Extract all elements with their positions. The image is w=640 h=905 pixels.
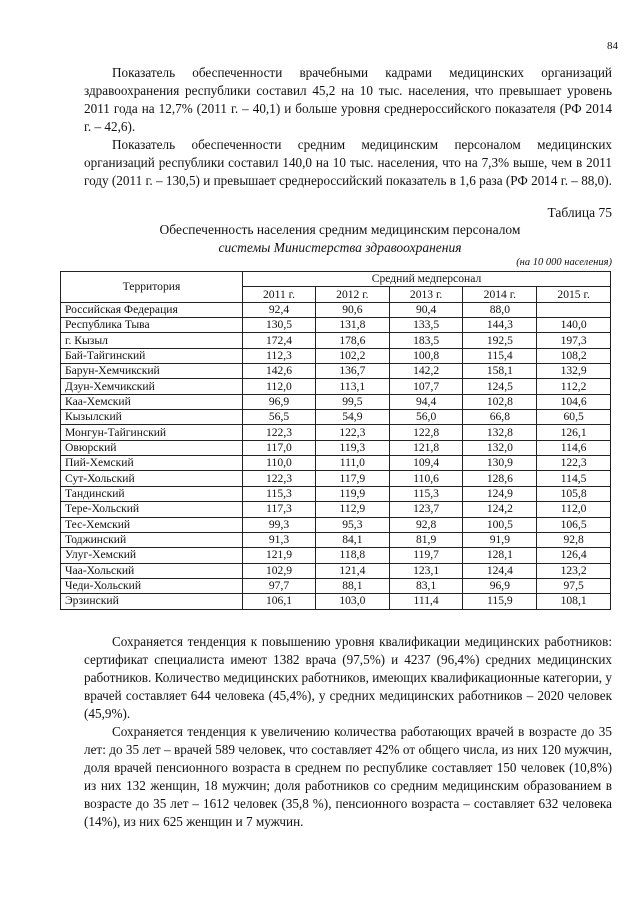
- table-cell-value: 122,8: [389, 425, 463, 440]
- paragraph-nurses: Показатель обеспеченности средним медицинским персоналом медицинских организаций республики составил 140,0 на 10 тыс. населения, что на 7,3% выше, чем в 2011 году (2011 г. – 130,5) и превышает среднероссийский показатель в 1,6 раза (РФ 2014 г. – 88,0).: [84, 137, 612, 188]
- table-cell-value: 99,3: [243, 517, 316, 532]
- table-cell-value: 91,3: [243, 532, 316, 547]
- table-cell-value: 121,4: [315, 563, 389, 578]
- table-row: [61, 471, 611, 486]
- table-cell-value: 128,1: [463, 548, 537, 563]
- table-cell-value: 92,8: [537, 532, 611, 547]
- table-cell-value: 117,3: [243, 502, 316, 517]
- table-row: [61, 594, 611, 609]
- territory-name: Монгун-Тайгинский: [61, 425, 243, 440]
- table-cell-value: 124,4: [463, 563, 537, 578]
- table-cell-value: 106,5: [537, 517, 611, 532]
- territory-name: Эрзинский: [61, 594, 243, 609]
- table-cell-value: 114,5: [537, 471, 611, 486]
- table-cell-value: 140,0: [537, 318, 611, 333]
- table-cell-value: 90,6: [315, 302, 389, 317]
- table-cell-value: 107,7: [389, 379, 463, 394]
- table-cell-value: 130,9: [463, 456, 537, 471]
- table-row: [61, 425, 611, 440]
- territory-name: Овюрский: [61, 440, 243, 455]
- table-cell-value: 97,7: [243, 578, 316, 593]
- table-cell-value: 112,0: [243, 379, 316, 394]
- territory-name: Тандинский: [61, 486, 243, 501]
- table-cell-value: 122,3: [315, 425, 389, 440]
- table-row: [61, 348, 611, 363]
- table-row: [61, 502, 611, 517]
- table-row: [61, 394, 611, 409]
- table-row: [61, 517, 611, 532]
- table-cell-value: 128,6: [463, 471, 537, 486]
- table-row: [61, 578, 611, 593]
- table-cell-value: 105,8: [537, 486, 611, 501]
- table-cell-value: 133,5: [389, 318, 463, 333]
- table-cell-value: 119,9: [315, 486, 389, 501]
- table-cell-value: 115,3: [243, 486, 316, 501]
- table-cell-value: 115,4: [463, 348, 537, 363]
- table-cell-value: 124,5: [463, 379, 537, 394]
- table-row: [61, 379, 611, 394]
- table-cell-value: 91,9: [463, 532, 537, 547]
- table-cell-value: 106,1: [243, 594, 316, 609]
- table-row: [61, 440, 611, 455]
- table-cell-value: 121,8: [389, 440, 463, 455]
- table-cell-value: 112,3: [243, 348, 316, 363]
- territory-name: Дзун-Хемчикский: [61, 379, 243, 394]
- table-cell-value: 172,4: [243, 333, 316, 348]
- table-cell-value: 100,5: [463, 517, 537, 532]
- table-row: [61, 548, 611, 563]
- territory-name: Кызылский: [61, 410, 243, 425]
- table-row: [61, 563, 611, 578]
- table-cell-value: 132,8: [463, 425, 537, 440]
- table-cell-value: 88,0: [463, 302, 537, 317]
- table-cell-value: 104,6: [537, 394, 611, 409]
- table-row: [61, 456, 611, 471]
- header-group: Средний медперсонал: [243, 272, 611, 287]
- table-cell-value: 132,0: [463, 440, 537, 455]
- header-year: 2012 г.: [315, 287, 389, 302]
- table-row: [61, 410, 611, 425]
- table-row: [61, 302, 611, 317]
- table-cell-value: 110,6: [389, 471, 463, 486]
- territory-name: Барун-Хемчикский: [61, 364, 243, 379]
- table-cell-value: 54,9: [315, 410, 389, 425]
- paragraph-age: Сохраняется тенденция к увеличению количества работающих врачей в возрасте до 35 лет: до 35 лет – врачей 589 человек, что составляет 42% от общего числа, из них 120 мужчин, доля врачей пенсионного возраста в среднем по республике составляет 150 человек (10,8%) из них 132 женщин, 18 мужчин; доля работников со средним медицинским образованием в возрасте до 35 лет – 1612 человек (35,8 %), пенсионного возраста – составляет 632 человека (14%), из них 625 женщин и 7 мужчин.: [84, 724, 612, 829]
- header-year: 2015 г.: [537, 287, 611, 302]
- table-row: [61, 333, 611, 348]
- table-cell-value: 122,3: [243, 471, 316, 486]
- paragraph-doctors: Показатель обеспеченности врачебными кадрами медицинских организаций здравоохранения республики составил 45,2 на 10 тыс. населения, что превышает уровень 2011 года на 12,7% (2011 г. – 40,1) и больше уровня среднероссийского показателя (РФ 2014 г. – 42,6).: [84, 65, 612, 134]
- nurse-staffing-table: [60, 271, 611, 610]
- table-cell-value: 118,8: [315, 548, 389, 563]
- table-row: [61, 532, 611, 547]
- table-cell-value: 92,8: [389, 517, 463, 532]
- table-cell-value: 183,5: [389, 333, 463, 348]
- territory-name: Сут-Хольский: [61, 471, 243, 486]
- table-cell-value: 100,8: [389, 348, 463, 363]
- table-cell-value: 119,3: [315, 440, 389, 455]
- table-cell-value: 126,1: [537, 425, 611, 440]
- table-cell-value: 130,5: [243, 318, 316, 333]
- header-year: 2014 г.: [463, 287, 537, 302]
- table-unit-note: (на 10 000 населения): [516, 257, 612, 268]
- header-year: 2013 г.: [389, 287, 463, 302]
- table-cell-value: 84,1: [315, 532, 389, 547]
- table-cell-value: 97,5: [537, 578, 611, 593]
- table-cell-value: 94,4: [389, 394, 463, 409]
- table-subtitle: системы Министерства здравоохранения: [218, 240, 462, 255]
- table-cell-value: 102,2: [315, 348, 389, 363]
- table-cell-value: 111,0: [315, 456, 389, 471]
- territory-name: Пий-Хемский: [61, 456, 243, 471]
- table-cell-value: 95,3: [315, 517, 389, 532]
- table-cell-value: 99,5: [315, 394, 389, 409]
- territory-name: Тоджинский: [61, 532, 243, 547]
- table-cell-value: 108,2: [537, 348, 611, 363]
- paragraph-qualification: Сохраняется тенденция к повышению уровня квалификации медицинских работников: сертификат специалиста имеют 1382 врача (97,5%) и 4237 (96,4%) средних медицинских работников. Количество медицинских работников, имеющих квалификационные категории, у врачей составляет 644 человека (45,4%), у средних медицинских работников – 2020 человек (45,9%).: [84, 634, 612, 721]
- table-cell-value: 66,8: [463, 410, 537, 425]
- table-cell-value: 117,0: [243, 440, 316, 455]
- table-cell-value: 178,6: [315, 333, 389, 348]
- table-cell-value: 197,3: [537, 333, 611, 348]
- table-cell-value: 126,4: [537, 548, 611, 563]
- territory-name: Бай-Тайгинский: [61, 348, 243, 363]
- table-cell-value: [537, 302, 611, 317]
- table-cell-value: 131,8: [315, 318, 389, 333]
- table-cell-value: 110,0: [243, 456, 316, 471]
- table-row: [61, 486, 611, 501]
- table-cell-value: 117,9: [315, 471, 389, 486]
- table-cell-value: 122,3: [243, 425, 316, 440]
- table-cell-value: 119,7: [389, 548, 463, 563]
- table-cell-value: 192,5: [463, 333, 537, 348]
- territory-name: Чаа-Хольский: [61, 563, 243, 578]
- header-year: 2011 г.: [243, 287, 316, 302]
- table-cell-value: 83,1: [389, 578, 463, 593]
- table-cell-value: 124,2: [463, 502, 537, 517]
- table-cell-value: 158,1: [463, 364, 537, 379]
- table-cell-value: 132,9: [537, 364, 611, 379]
- table-cell-value: 90,4: [389, 302, 463, 317]
- table-cell-value: 115,9: [463, 594, 537, 609]
- table-cell-value: 123,2: [537, 563, 611, 578]
- table-cell-value: 96,9: [243, 394, 316, 409]
- territory-name: г. Кызыл: [61, 333, 243, 348]
- territory-name: Российская Федерация: [61, 302, 243, 317]
- table-cell-value: 88,1: [315, 578, 389, 593]
- territory-name: Каа-Хемский: [61, 394, 243, 409]
- table-cell-value: 92,4: [243, 302, 316, 317]
- table-cell-value: 136,7: [315, 364, 389, 379]
- table-cell-value: 56,5: [243, 410, 316, 425]
- table-cell-value: 111,4: [389, 594, 463, 609]
- table-cell-value: 142,6: [243, 364, 316, 379]
- territory-name: Тес-Хемский: [61, 517, 243, 532]
- table-cell-value: 122,3: [537, 456, 611, 471]
- table-cell-value: 112,2: [537, 379, 611, 394]
- table-cell-value: 108,1: [537, 594, 611, 609]
- table-row: [61, 318, 611, 333]
- table-cell-value: 112,9: [315, 502, 389, 517]
- table-cell-value: 103,0: [315, 594, 389, 609]
- territory-name: Республика Тыва: [61, 318, 243, 333]
- table-label: Таблица 75: [547, 205, 612, 220]
- table-cell-value: 123,7: [389, 502, 463, 517]
- page-number: 84: [607, 40, 618, 52]
- territory-name: Улуг-Хемский: [61, 548, 243, 563]
- table-cell-value: 123,1: [389, 563, 463, 578]
- territory-name: Чеди-Хольский: [61, 578, 243, 593]
- table-cell-value: 96,9: [463, 578, 537, 593]
- table-cell-value: 114,6: [537, 440, 611, 455]
- table-row: [61, 364, 611, 379]
- territory-name: Тере-Хольский: [61, 502, 243, 517]
- table-cell-value: 81,9: [389, 532, 463, 547]
- table-cell-value: 144,3: [463, 318, 537, 333]
- table-cell-value: 102,9: [243, 563, 316, 578]
- table-cell-value: 109,4: [389, 456, 463, 471]
- table-cell-value: 115,3: [389, 486, 463, 501]
- table-cell-value: 60,5: [537, 410, 611, 425]
- table-cell-value: 56,0: [389, 410, 463, 425]
- table-cell-value: 142,2: [389, 364, 463, 379]
- table-cell-value: 124,9: [463, 486, 537, 501]
- table-cell-value: 121,9: [243, 548, 316, 563]
- header-territory: Территория: [61, 272, 243, 303]
- table-title: Обеспеченность населения средним медицинским персоналом: [159, 222, 521, 237]
- table-cell-value: 113,1: [315, 379, 389, 394]
- table-cell-value: 112,0: [537, 502, 611, 517]
- table-cell-value: 102,8: [463, 394, 537, 409]
